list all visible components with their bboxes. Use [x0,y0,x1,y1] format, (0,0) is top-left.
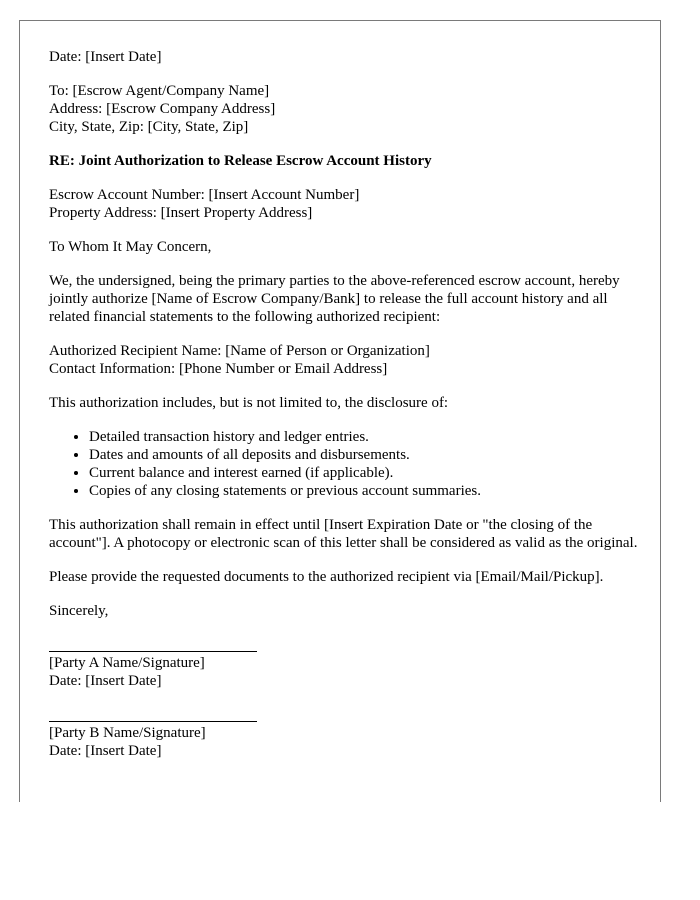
authorized-block [49,342,639,378]
request-paragraph: Please provide the requested documents to the authorized recipient via [Email/Mail/Pickup]. [49,569,604,585]
list-item: • Detailed transaction history and ledger entries. [89,428,639,446]
authorized-contact: Contact Information: [Phone Number or Email Address] [49,361,388,377]
account-number: Escrow Account Number: [Insert Account Number] [49,187,360,203]
list-item: • Dates and amounts of all deposits and disbursements. [89,446,639,464]
party-b-date: Date: [Insert Date] [49,743,162,759]
letter-subject: RE: Joint Authorization to Release Escrow Account History [49,153,432,169]
signature-block-party-b [49,721,639,760]
letter-date: Date: [Insert Date] [49,49,162,65]
includes-intro: This authorization includes, but is not limited to, the disclosure of: [49,395,449,411]
letter-body [49,48,639,760]
party-b-name: [Party B Name/Signature] [49,725,206,741]
intro-paragraph: We, the undersigned, being the primary parties to the above-referenced escrow account, hereby jointly authorize [Name of Escrow Company/Bank] to release the full account history and all related financial statements to the following authorized recipient: [49,273,620,325]
letter-page [19,20,661,802]
signature-block-party-a [49,651,639,690]
account-block [49,186,639,222]
authorized-name: Authorized Recipient Name: [Name of Person or Organization] [49,343,430,359]
property-address: Property Address: [Insert Property Address] [49,205,313,221]
closing: Sincerely, [49,603,109,619]
recipient-address: Address: [Escrow Company Address] [49,101,276,117]
effect-paragraph: This authorization shall remain in effect until [Insert Expiration Date or "the closing of the account"]. A photocopy or electronic scan of this letter shall be considered as valid as the original. [49,517,638,551]
list-item: • Copies of any closing statements or previous account summaries. [89,482,639,500]
recipient-to: To: [Escrow Agent/Company Name] [49,83,270,99]
list-item: • Current balance and interest earned (if applicable). [89,464,639,482]
signature-line [49,651,257,652]
signature-line [49,721,257,722]
recipient-block [49,82,639,136]
party-a-date: Date: [Insert Date] [49,673,162,689]
disclosure-list [49,428,639,500]
recipient-city: City, State, Zip: [City, State, Zip] [49,119,249,135]
party-a-name: [Party A Name/Signature] [49,655,205,671]
salutation: To Whom It May Concern, [49,239,212,255]
